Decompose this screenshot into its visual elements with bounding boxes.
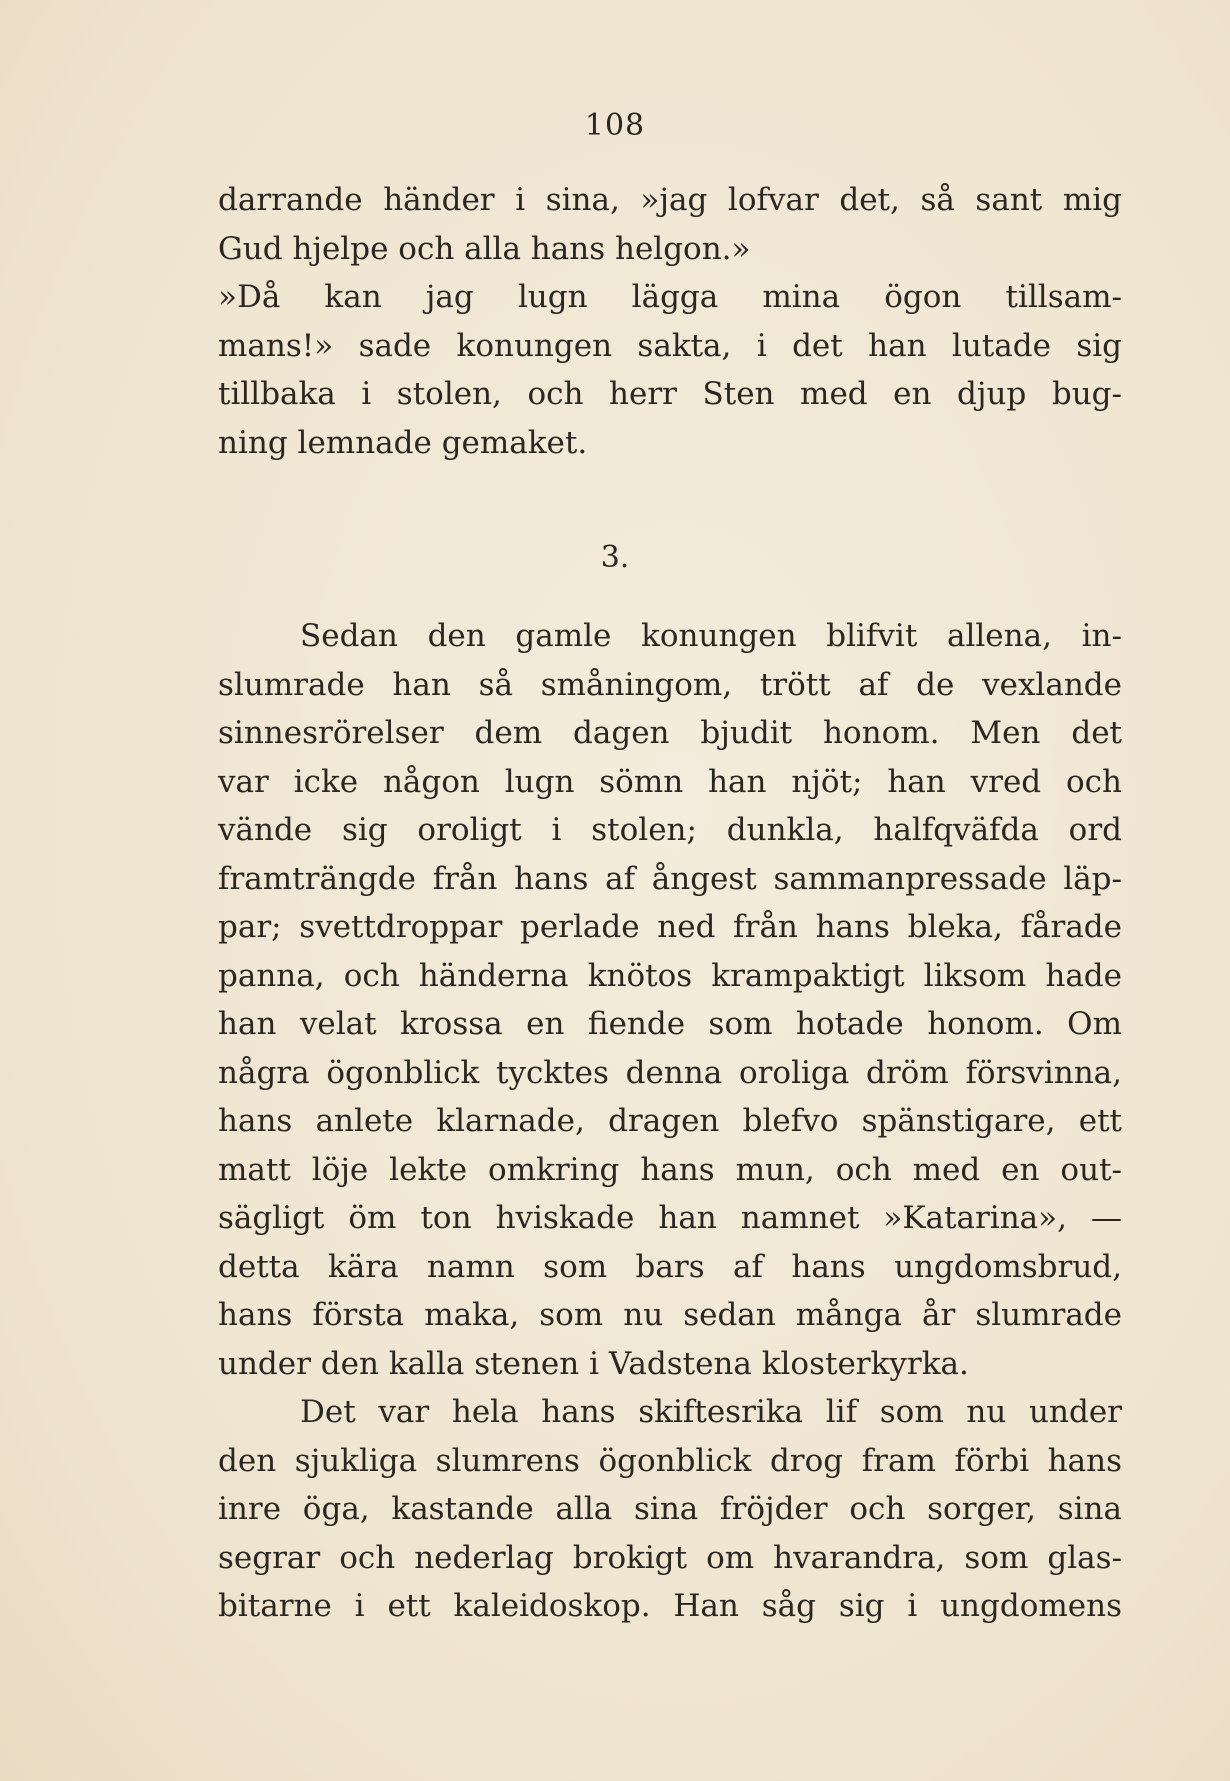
text-line: panna, och händerna knötos krampaktigt liksom hade [218,957,1122,994]
text-line: var icke någon lugn sömn han njöt; han vred och [218,763,1122,800]
text-line: vände sig oroligt i stolen; dunkla, halfqväfda ord [218,812,1122,848]
text-line: under den kalla stenen i Vadstena klosterkyrka. [218,1345,969,1382]
text-line: mans!» sade konungen sakta, i det han lutade sig [218,327,1122,364]
text-line: darrande händer i sina, »jag lofvar det, så sant mig [218,182,1122,218]
text-line: par; svettdroppar perlade ned från hans bleka, fårade [218,909,1122,945]
text-line: han velat krossa en fiende som hotade honom. Om [218,1006,1122,1042]
text-line: inre öga, kastande alla sina fröjder och sorger, sina [218,1491,1122,1527]
text-line: hans anlete klarnade, dragen blefvo spänstigare, ett [218,1103,1122,1139]
text-line: några ögonblick tycktes denna oroliga dröm försvinna, [218,1054,1122,1091]
text-line: hans första maka, som nu sedan många år slumrade [218,1297,1122,1333]
text-line: slumrade han så småningom, trött af de vexlande [218,666,1122,703]
text-line: sägligt öm ton hviskade han namnet »Katarina», — [218,1200,1122,1236]
text-line: sinnesrörelser dem dagen bjudit honom. Men det [218,715,1122,751]
text-line: »Då kan jag lugn lägga mina ögon tillsam- [218,279,1122,315]
page-number: 108 [584,108,646,143]
section-heading: 3. [600,540,630,575]
text-line: bitarne i ett kaleidoskop. Han såg sig i ungdomens [218,1588,1122,1624]
text-line: detta kära namn som bars af hans ungdomsbrud, [218,1248,1122,1285]
text-line: Sedan den gamle konungen blifvit allena, in- [300,618,1122,654]
text-line: Gud hjelpe och alla hans helgon.» [218,230,751,267]
paragraph-block-2 [218,612,1122,1631]
text-line: segrar och nederlag brokigt om hvarandra, som glas- [218,1539,1122,1576]
text-line: den sjukliga slumrens ögonblick drog fram förbi hans [218,1442,1122,1479]
text-line: Det var hela hans skiftesrika lif som nu under [300,1394,1122,1430]
text-line: matt löje lekte omkring hans mun, och med en out- [218,1151,1122,1188]
text-line: framträngde från hans af ångest sammanpressade läp- [218,860,1122,897]
paragraph-block-1 [218,176,1122,467]
text-line: tillbaka i stolen, och herr Sten med en djup bug- [218,376,1122,412]
text-line: ning lemnade gemaket. [218,424,588,461]
